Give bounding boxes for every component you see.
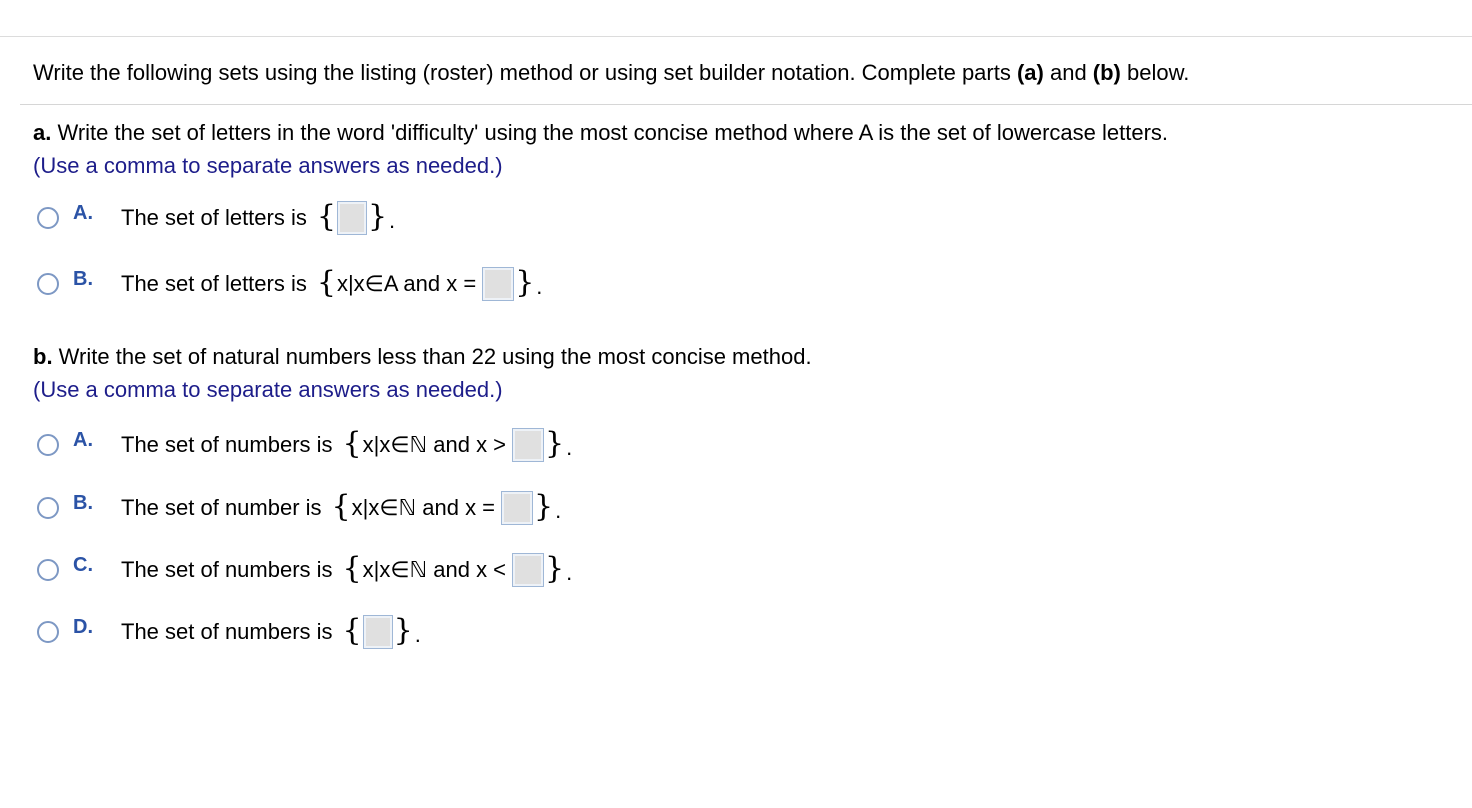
part-b-question — [33, 344, 812, 370]
part-a-question-text: Write the set of letters in the word 'difficulty' using the most concise method where A is the set of lowercase letters. — [51, 120, 1169, 145]
answer-input[interactable] — [512, 553, 544, 587]
radio-button[interactable] — [37, 559, 59, 581]
instruction-suffix: below. — [1120, 60, 1190, 85]
option-letter: C. — [73, 553, 93, 576]
option-text: The set of numbers is — [121, 619, 333, 644]
period: . — [566, 560, 573, 585]
instruction-text: Write the following sets using the listing (roster) method or using set builder notation. Complete parts — [33, 60, 1017, 85]
set-builder-expression: x|x∈ℕ and x = — [351, 495, 496, 520]
answer-input[interactable] — [337, 201, 367, 235]
part-a-question — [33, 120, 1168, 146]
part-a-label: a. — [33, 120, 52, 145]
option-letter: B. — [73, 267, 93, 290]
part-b-question-text: Write the set of natural numbers less than 22 using the most concise method. — [52, 344, 812, 369]
answer-input[interactable] — [501, 491, 533, 525]
part-b-hint: (Use a comma to separate answers as needed.) — [33, 377, 503, 402]
instructions-divider — [20, 104, 1472, 105]
open-brace: { — [316, 265, 336, 300]
option-letter: D. — [73, 615, 93, 638]
part-a-hint: (Use a comma to separate answers as needed.) — [33, 153, 503, 178]
option-letter: A. — [73, 428, 93, 451]
open-brace: { — [342, 426, 362, 461]
period: . — [389, 208, 396, 233]
option-text: The set of letters is — [121, 271, 307, 296]
answer-input[interactable] — [512, 428, 544, 462]
part-b-option-b[interactable] — [37, 489, 562, 524]
option-text: The set of numbers is — [121, 557, 333, 582]
radio-button[interactable] — [37, 273, 59, 295]
instruction-part-a: (a) — [1016, 60, 1044, 85]
period: . — [566, 435, 573, 460]
part-a-option-a[interactable] — [37, 199, 396, 234]
option-letter: B. — [73, 491, 93, 514]
part-b-option-c[interactable] — [37, 551, 573, 586]
part-b-label: b. — [33, 344, 53, 369]
radio-button[interactable] — [37, 621, 59, 643]
instructions — [33, 60, 1189, 86]
open-brace: { — [331, 489, 351, 524]
instruction-and: and — [1043, 60, 1093, 85]
period: . — [536, 274, 543, 299]
answer-input[interactable] — [482, 267, 514, 301]
part-a-option-b[interactable] — [37, 265, 543, 300]
radio-button[interactable] — [37, 434, 59, 456]
radio-button[interactable] — [37, 497, 59, 519]
close-brace: } — [545, 426, 565, 461]
set-builder-expression: x|x∈ℕ and x < — [362, 557, 507, 582]
top-divider — [0, 36, 1472, 37]
part-b-option-a[interactable] — [37, 426, 573, 461]
option-text: The set of numbers is — [121, 432, 333, 457]
open-brace: { — [342, 613, 362, 648]
set-builder-expression: x|x∈A and x = — [336, 271, 477, 296]
close-brace: } — [545, 551, 565, 586]
set-builder-expression: x|x∈ℕ and x > — [362, 432, 507, 457]
close-brace: } — [534, 489, 554, 524]
instruction-part-b: (b) — [1092, 60, 1121, 85]
option-text: The set of letters is — [121, 205, 307, 230]
close-brace: } — [367, 199, 388, 234]
close-brace: } — [515, 265, 535, 300]
answer-input[interactable] — [363, 615, 393, 649]
open-brace: { — [342, 551, 362, 586]
part-b-option-d[interactable] — [37, 613, 421, 648]
option-letter: A. — [73, 201, 93, 224]
period: . — [555, 498, 562, 523]
open-brace: { — [316, 199, 336, 234]
radio-button[interactable] — [37, 207, 59, 229]
close-brace: } — [393, 613, 413, 648]
period: . — [414, 622, 421, 647]
option-text: The set of number is — [121, 495, 322, 520]
